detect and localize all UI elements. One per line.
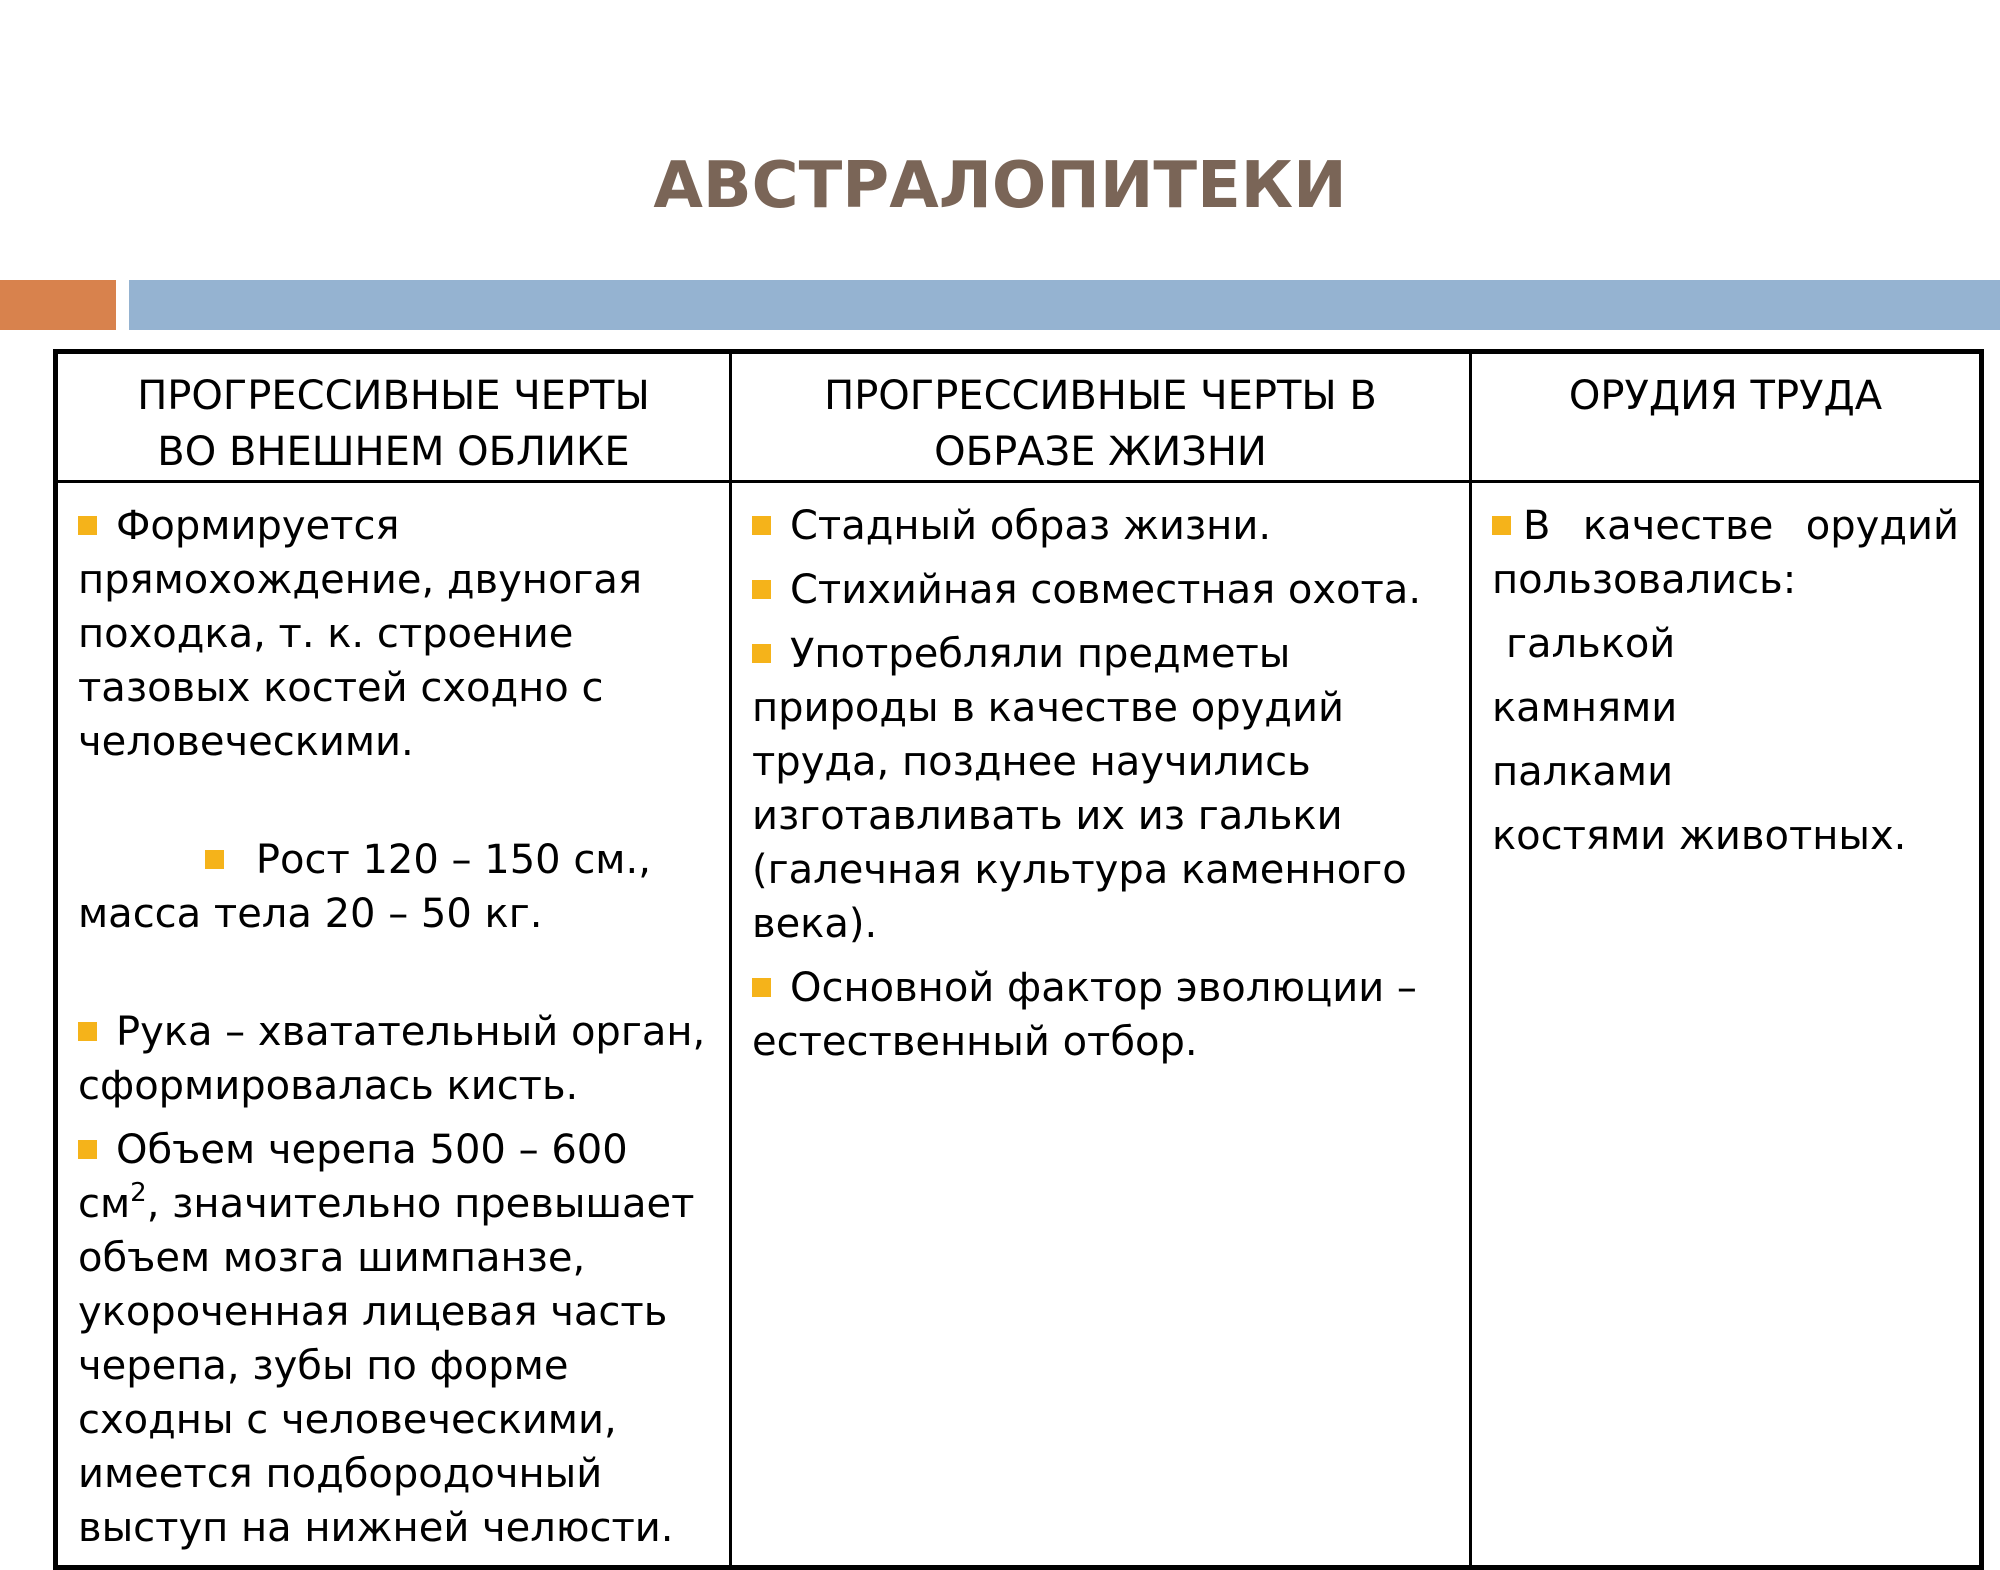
- tool-line: костями животных.: [1492, 813, 1907, 859]
- square-bullet-icon: [752, 516, 771, 535]
- table-header-row: [56, 352, 1982, 482]
- accent-bar-blue: [129, 280, 2000, 330]
- slide-title: АВСТРАЛОПИТЕКИ: [653, 149, 1347, 223]
- list-item-text: Рост 120 – 150 см., масса тела 20 – 50 кг.: [78, 837, 664, 937]
- list-item-text: Объем черепа 500 – 600 см: [78, 1127, 628, 1227]
- header-line: ПРОГРЕССИВНЫЕ ЧЕРТЫ: [137, 373, 650, 419]
- square-bullet-icon: [205, 850, 224, 869]
- list-item: [752, 563, 1449, 617]
- header-line: ОРУДИЯ ТРУДА: [1568, 373, 1883, 419]
- tool-line: камнями: [1492, 685, 1678, 731]
- list-item-text: Употребляли предметы природы в качестве орудий труда, позднее научились изготавливать их из гальки (галечная культура каменного века).: [752, 631, 1407, 947]
- list-item-text: Стихийная совместная охота.: [790, 567, 1422, 613]
- header-tools: [1471, 352, 1982, 482]
- accent-bar-orange: [0, 280, 116, 330]
- table-body-row: [56, 482, 1982, 1568]
- list-item-text: Стадный образ жизни.: [790, 503, 1272, 549]
- header-line: ВО ВНЕШНЕМ ОБЛИКЕ: [157, 429, 630, 475]
- square-bullet-icon: [752, 580, 771, 599]
- square-bullet-icon: [752, 644, 771, 663]
- list-item-text: Основной фактор эволюции – естественный отбор.: [752, 965, 1417, 1065]
- square-bullet-icon: [78, 1140, 97, 1159]
- header-line: ОБРАЗЕ ЖИЗНИ: [934, 429, 1267, 475]
- superscript: 2: [130, 1178, 147, 1208]
- square-bullet-icon: [78, 1022, 97, 1041]
- comparison-table: [53, 349, 1984, 1570]
- list-item-text: Рука – хватательный орган, сформировалась кисть.: [78, 1009, 706, 1109]
- square-bullet-icon: [78, 516, 97, 535]
- list-item-text: , значительно превышает объем мозга шимпанзе, укороченная лицевая часть черепа, зубы по форме сходны с человеческими, имеется подбородочный выступ на нижней челюсти.: [78, 1181, 695, 1551]
- list-item: [752, 961, 1449, 1069]
- square-bullet-icon: [752, 978, 771, 997]
- list-item: [78, 1123, 709, 1555]
- header-lifestyle: [731, 352, 1471, 482]
- list-item: [1492, 499, 1959, 607]
- cell-tools: [1471, 482, 1982, 1568]
- tool-line: палками: [1492, 749, 1674, 795]
- list-item-text: Формируется прямохождение, двуногая походка, т. к. строение тазовых костей сходно с человеческими.: [78, 503, 643, 765]
- list-item: [78, 1005, 709, 1113]
- header-appearance: [56, 352, 731, 482]
- list-item: [78, 779, 709, 995]
- tool-line: галькой: [1506, 621, 1676, 667]
- list-item: [78, 499, 709, 769]
- header-line: ПРОГРЕССИВНЫЕ ЧЕРТЫ В: [824, 373, 1377, 419]
- list-item: [752, 627, 1449, 951]
- cell-appearance: [56, 482, 731, 1568]
- list-item-text: В качестве орудий пользовались:: [1492, 503, 1959, 603]
- list-item: [752, 499, 1449, 553]
- cell-lifestyle: [731, 482, 1471, 1568]
- square-bullet-icon: [1492, 516, 1511, 535]
